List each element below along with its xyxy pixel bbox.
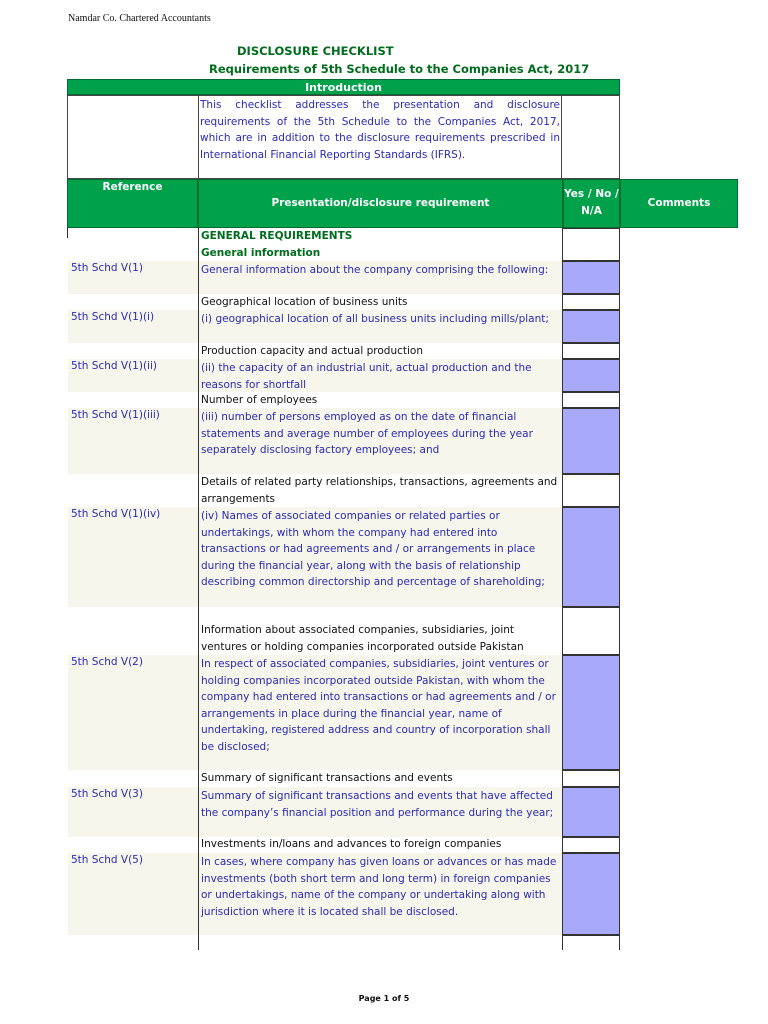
row-reference: 5th Schd V(1)(i) <box>71 311 155 323</box>
response-cell[interactable] <box>563 261 619 294</box>
section-heading: GENERAL REQUIREMENTS <box>201 230 353 242</box>
row-requirement: (i) geographical location of all business units including mills/plant; <box>201 313 549 325</box>
row-reference: 5th Schd V(1)(iii) <box>71 409 160 421</box>
response-cell[interactable] <box>563 607 619 655</box>
response-cell[interactable] <box>563 837 619 853</box>
row-subheading: Production capacity and actual production <box>201 345 424 357</box>
response-cell[interactable] <box>563 294 619 310</box>
column-header-reference: Reference <box>67 179 198 228</box>
row-subheading: Number of employees <box>201 394 318 406</box>
response-cell[interactable] <box>563 343 619 359</box>
row-requirement: Summary of significant transactions and events that have affected the company’s financial position and performance during the year; <box>201 790 554 819</box>
row-requirement: In cases, where company has given loans or advances or has made investments (both short term and long term) in foreign companies or undertakings, name of the company or undertaking along with jurisdiction where it is located shall be disclosed. <box>201 856 557 918</box>
document-title: DISCLOSURE CHECKLIST <box>237 44 394 58</box>
response-cell[interactable] <box>563 228 619 261</box>
row-reference: 5th Schd V(2) <box>71 656 143 668</box>
row-requirement: (ii) the capacity of an industrial unit, actual production and the reasons for shortfall <box>201 362 532 391</box>
grid-line <box>198 228 199 950</box>
intro-divider <box>561 96 562 178</box>
column-header-yes-no: Yes / No / N/A <box>563 179 620 228</box>
row-reference: 5th Schd V(1)(ii) <box>71 360 157 372</box>
response-cell[interactable] <box>563 655 619 770</box>
row-reference: 5th Schd V(3) <box>71 788 143 800</box>
row-subheading: Details of related party relationships, transactions, agreements and arrangements <box>201 476 558 505</box>
row-subheading: Information about associated companies, subsidiaries, joint ventures or holding companies incorporated outside Pakistan <box>201 624 524 653</box>
page-number: Page 1 of 5 <box>358 994 410 1003</box>
response-cell[interactable] <box>563 787 619 837</box>
row-subheading: Summary of significant transactions and events <box>201 772 453 784</box>
response-cell[interactable] <box>563 853 619 935</box>
row-reference: 5th Schd V(1)(iv) <box>71 508 161 520</box>
row-subheading: Geographical location of business units <box>201 296 408 308</box>
response-cell[interactable] <box>563 310 619 343</box>
row-reference: 5th Schd V(5) <box>71 854 143 866</box>
firm-name: Namdar Co. Chartered Accountants <box>68 13 211 24</box>
row-reference: 5th Schd V(1) <box>71 262 143 274</box>
document-subtitle: Requirements of 5th Schedule to the Companies Act, 2017 <box>209 62 590 76</box>
response-cell[interactable] <box>563 935 619 950</box>
response-cell[interactable] <box>563 507 619 607</box>
response-cell[interactable] <box>563 770 619 787</box>
grid-line <box>619 228 620 950</box>
row-subheading: Investments in/loans and advances to foreign companies <box>201 838 502 850</box>
column-header-comments: Comments <box>620 179 738 228</box>
response-cell[interactable] <box>563 359 619 392</box>
row-requirement: (iv) Names of associated companies or related parties or undertakings, with whom the company had entered into transactions or had agreements and / or arrangements in place during the financial year, along with the basis of relationship describing common directorship and percentage of shareholding; <box>201 510 545 588</box>
row-requirement: In respect of associated companies, subsidiaries, joint ventures or holding companies incorporated outside Pakistan, with whom the company had entered into transactions or had agreements and / or arrangements in place during the financial year, name of undertaking, registered address and country of incorporation shall be disclosed; <box>201 658 556 753</box>
response-cell[interactable] <box>563 392 619 408</box>
row-requirement: (iii) number of persons employed as on the date of financial statements and average number of employees during the year separately disclosing factory employees; and <box>201 411 533 456</box>
intro-heading: Introduction <box>67 79 620 95</box>
column-header-requirement: Presentation/disclosure requirement <box>198 179 563 228</box>
row-requirement: General information about the company comprising the following: <box>201 264 549 276</box>
intro-text: This checklist addresses the presentation and disclosure requirements of the 5th Schedule to the Companies Act, 2017, which are in addition to the disclosure requirements prescribed in International Financial Reporting Standards (IFRS). <box>200 99 560 161</box>
response-cell[interactable] <box>563 474 619 507</box>
section-subheading: General information <box>201 247 321 259</box>
grid-line <box>67 228 68 238</box>
intro-divider <box>198 96 199 178</box>
response-cell[interactable] <box>563 408 619 474</box>
